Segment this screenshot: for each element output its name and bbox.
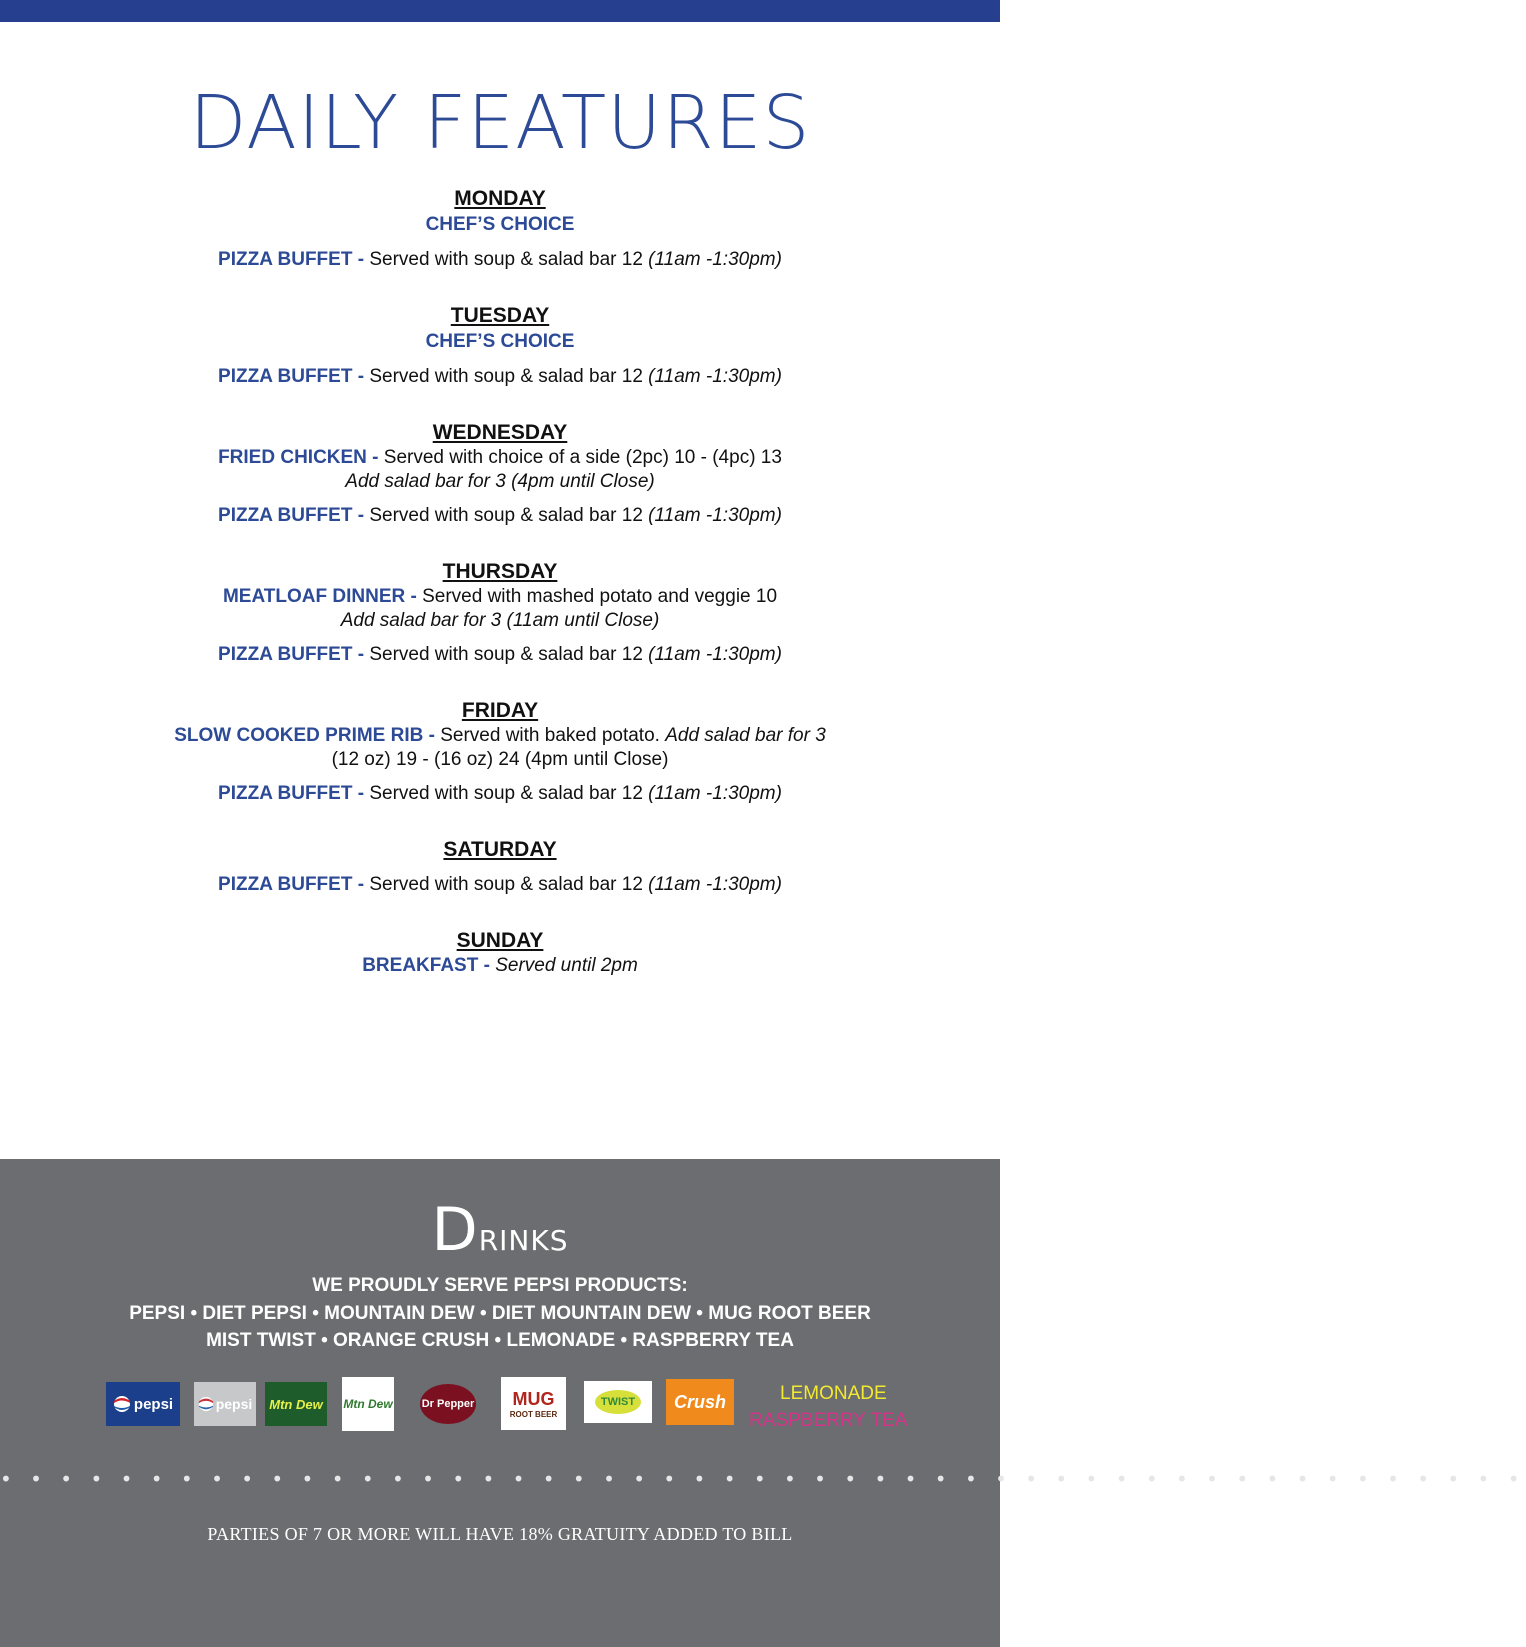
fried-chicken-item xyxy=(0,446,1000,470)
item-text: Served with choice of a side (2pc) 10 - (4pc) 13 xyxy=(383,447,782,468)
breakfast-item xyxy=(0,954,1000,978)
day-friday xyxy=(0,698,1000,806)
item-label: SLOW COOKED PRIME RIB - xyxy=(174,725,441,746)
drink-logos xyxy=(0,1372,1000,1432)
day-wednesday xyxy=(0,420,1000,528)
item-label: FRIED CHICKEN - xyxy=(218,447,384,468)
meatloaf-item xyxy=(0,585,1000,609)
raspberry-tea-label: RASPBERRY TEA xyxy=(749,1410,908,1431)
buffet-time: (11am -1:30pm) xyxy=(648,366,782,387)
day-monday xyxy=(0,186,1000,272)
pizza-buffet-tuesday xyxy=(0,365,1000,389)
buffet-label: PIZZA BUFFET - xyxy=(218,874,370,895)
mist-twist-logo: TWIST xyxy=(584,1381,652,1423)
diet-pepsi-logo: pepsi xyxy=(194,1382,256,1426)
day-heading-wednesday: WEDNESDAY xyxy=(432,421,568,444)
buffet-label: PIZZA BUFFET - xyxy=(218,249,370,270)
pizza-buffet-wednesday xyxy=(0,504,1000,528)
top-banner-bar xyxy=(0,0,1000,22)
day-sunday xyxy=(0,928,1000,978)
pizza-buffet-thursday xyxy=(0,643,1000,667)
pizza-buffet-saturday xyxy=(0,873,1000,897)
drinks-list-line2: MIST TWIST • ORANGE CRUSH • LEMONADE • RASPBERRY TEA xyxy=(206,1330,794,1351)
dotted-divider: • • • • • • • • • • • • • • • • • • • • • • • • • • • • • • • • • • • • • • • • • • • • • • • • • • • xyxy=(0,1467,1526,1491)
item-text: Served until 2pm xyxy=(495,955,638,976)
drinks-title: Drinks xyxy=(431,1195,569,1265)
day-saturday xyxy=(0,837,1000,897)
item-note: Add salad bar for 3 (4pm until Close) xyxy=(345,471,655,492)
day-heading-saturday: SATURDAY xyxy=(443,838,557,861)
pizza-buffet-friday xyxy=(0,782,1000,806)
page-title: DAILY FEATURES xyxy=(189,80,811,166)
buffet-label: PIZZA BUFFET - xyxy=(218,366,370,387)
diet-mountain-dew-logo: Mtn Dew xyxy=(342,1377,394,1431)
buffet-label: PIZZA BUFFET - xyxy=(218,783,370,804)
drinks-intro: WE PROUDLY SERVE PEPSI PRODUCTS: xyxy=(312,1275,688,1296)
pepsi-logo: pepsi xyxy=(106,1382,180,1426)
item-note: Add salad bar for 3 (11am until Close) xyxy=(340,610,660,631)
buffet-time: (11am -1:30pm) xyxy=(648,249,782,270)
buffet-time: (11am -1:30pm) xyxy=(648,505,782,526)
buffet-text: Served with soup & salad bar 12 xyxy=(369,644,649,665)
buffet-time: (11am -1:30pm) xyxy=(648,874,782,895)
drinks-section xyxy=(0,1159,1526,1647)
item-label: MEATLOAF DINNER - xyxy=(222,586,423,607)
day-heading-monday: MONDAY xyxy=(454,187,546,210)
daily-features-list xyxy=(0,186,1000,978)
item-note: (12 oz) 19 - (16 oz) 24 (4pm until Close) xyxy=(331,749,669,770)
buffet-label: PIZZA BUFFET - xyxy=(218,644,370,665)
mountain-dew-logo: Mtn Dew xyxy=(265,1382,327,1426)
dr-pepper-logo: Dr Pepper xyxy=(420,1384,476,1424)
item-text: Served with mashed potato and veggie 10 xyxy=(422,586,778,607)
item-text: Served with baked potato. xyxy=(440,725,666,746)
chef-choice-tuesday: CHEF’S CHOICE xyxy=(425,331,575,352)
orange-crush-logo: Crush xyxy=(666,1379,734,1425)
day-thursday xyxy=(0,559,1000,667)
pizza-buffet-monday xyxy=(0,248,1000,272)
buffet-text: Served with soup & salad bar 12 xyxy=(369,249,649,270)
buffet-text: Served with soup & salad bar 12 xyxy=(369,505,649,526)
item-text-italic: Add salad bar for 3 xyxy=(665,725,826,746)
chef-choice-monday: CHEF’S CHOICE xyxy=(425,214,575,235)
day-tuesday xyxy=(0,303,1000,389)
lemonade-label: LEMONADE xyxy=(780,1383,887,1404)
buffet-text: Served with soup & salad bar 12 xyxy=(369,783,649,804)
day-heading-sunday: SUNDAY xyxy=(456,929,544,952)
buffet-text: Served with soup & salad bar 12 xyxy=(369,366,649,387)
drinks-list-line1: PEPSI • DIET PEPSI • MOUNTAIN DEW • DIET MOUNTAIN DEW • MUG ROOT BEER xyxy=(129,1303,871,1324)
mug-root-beer-logo: MUG ROOT BEER xyxy=(501,1377,566,1430)
buffet-time: (11am -1:30pm) xyxy=(648,644,782,665)
day-heading-tuesday: TUESDAY xyxy=(450,304,550,327)
prime-rib-item xyxy=(0,724,1000,748)
day-heading-friday: FRIDAY xyxy=(461,699,539,722)
buffet-text: Served with soup & salad bar 12 xyxy=(369,874,649,895)
day-heading-thursday: THURSDAY xyxy=(442,560,558,583)
buffet-time: (11am -1:30pm) xyxy=(648,783,782,804)
buffet-label: PIZZA BUFFET - xyxy=(218,505,370,526)
item-label: BREAKFAST - xyxy=(362,955,496,976)
gratuity-notice: PARTIES OF 7 OR MORE WILL HAVE 18% GRATUITY ADDED TO BILL xyxy=(207,1524,793,1544)
